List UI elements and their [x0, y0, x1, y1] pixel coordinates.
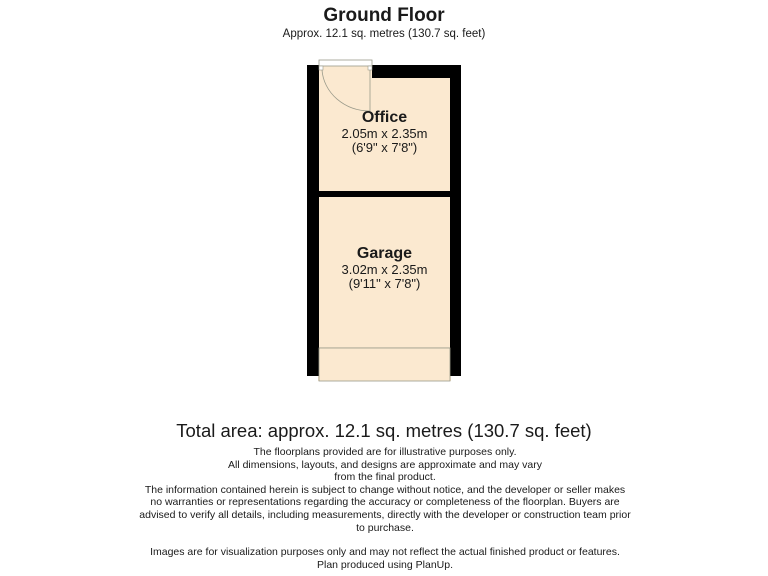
- garage-label: [318, 245, 451, 291]
- disclaimer-line: from the final product.: [334, 471, 436, 484]
- divider-wall: [307, 191, 461, 197]
- garage-door-threshold: [319, 348, 450, 381]
- right-wall: [450, 65, 461, 376]
- disclaimer: [110, 446, 660, 571]
- total-area: Total area: approx. 12.1 sq. metres (130.7 sq. feet): [176, 420, 592, 441]
- garage-name: Garage: [356, 245, 413, 262]
- disclaimer-line: advised to verify all details, including measurements, directly with the developer or construction team prior: [139, 508, 631, 521]
- disclaimer-line: to purchase.: [356, 521, 414, 534]
- garage-metric: 3.02m x 2.35m: [341, 261, 428, 277]
- door-jamb-left: [319, 66, 323, 70]
- disclaimer-line: The floorplans provided are for illustrative purposes only.: [253, 446, 517, 458]
- footer-line: Images are for visualization purposes only and may not reflect the actual finished product or features.: [150, 546, 620, 559]
- floor-area-subtitle: Approx. 12.1 sq. metres (130.7 sq. feet): [282, 28, 486, 40]
- disclaimer-line: The information contained herein is subject to change without notice, and the developer or seller makes: [144, 483, 626, 496]
- office-imperial: (6'9" x 7'8"): [351, 139, 418, 155]
- disclaimer-line: All dimensions, layouts, and designs are approximate and may vary: [228, 458, 542, 471]
- footer-line: Plan produced using PlanUp.: [316, 558, 453, 571]
- door-jamb-right: [368, 66, 372, 70]
- office-label: [318, 109, 451, 155]
- door-frame: [319, 60, 372, 66]
- office-name: Office: [361, 109, 408, 126]
- disclaimer-line: no warranties or representations regarding the accuracy or completeness of the floorplan. Buyers are: [150, 496, 620, 509]
- garage-imperial: (9'11" x 7'8"): [348, 275, 421, 291]
- top-wall: [372, 65, 461, 78]
- office-metric: 2.05m x 2.35m: [341, 125, 428, 141]
- floor-title: Ground Floor: [323, 5, 445, 26]
